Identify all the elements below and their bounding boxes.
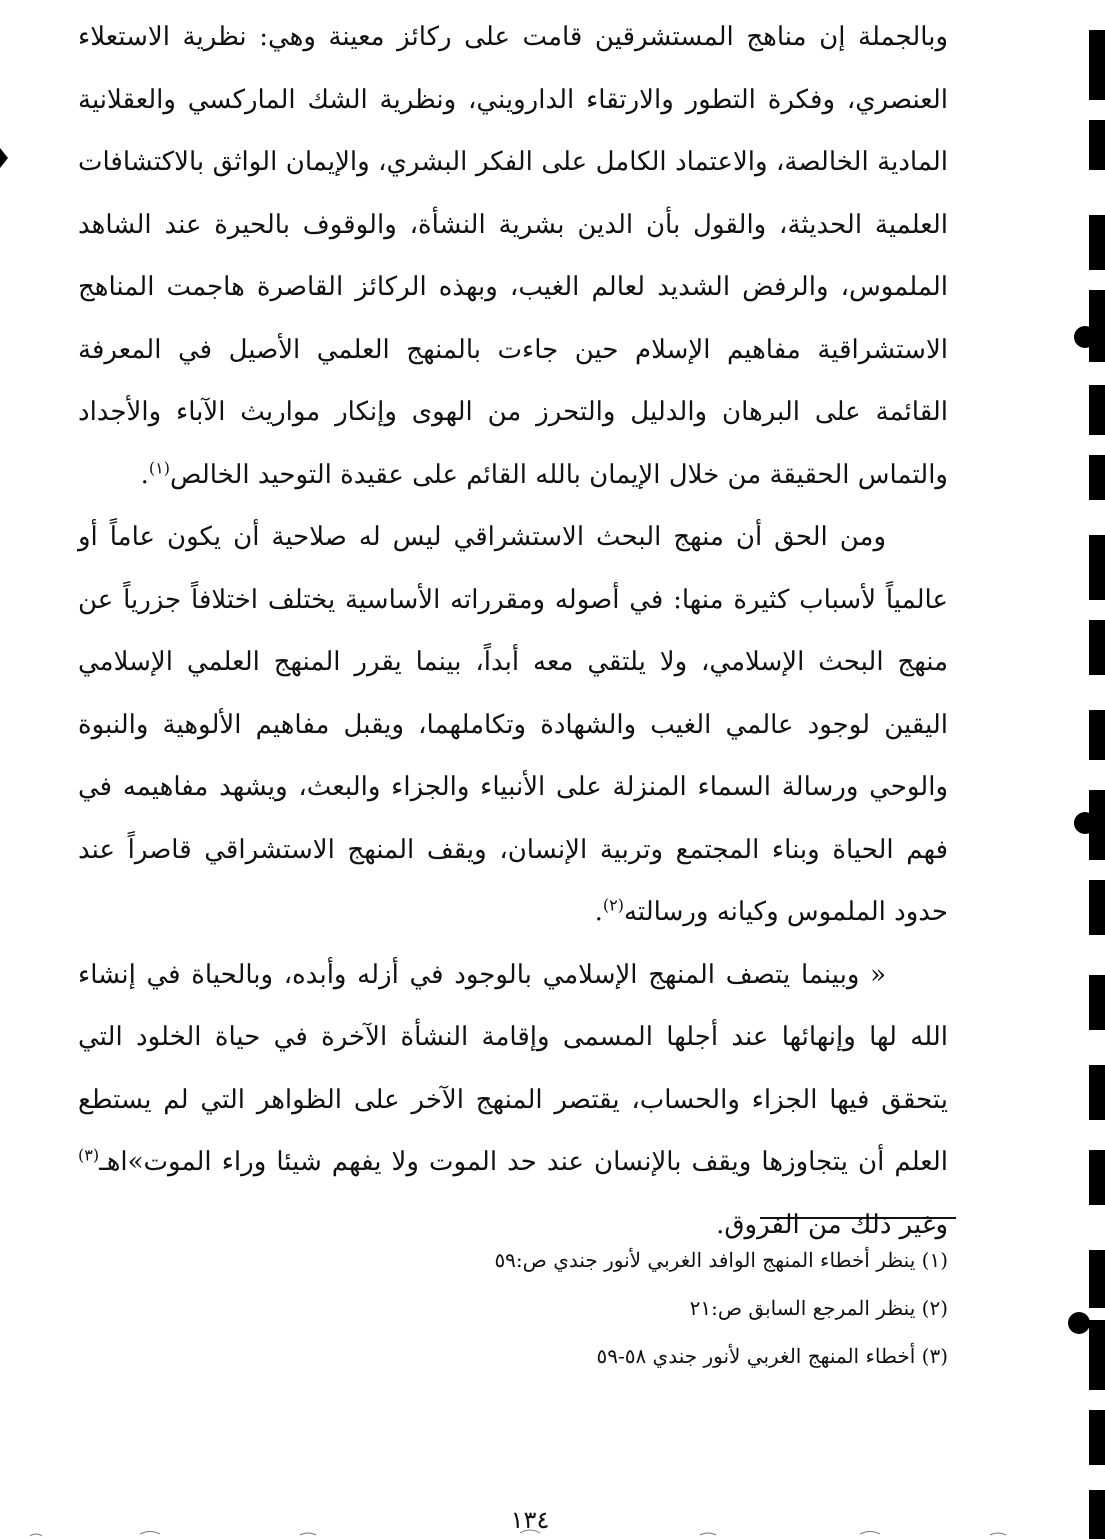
footnotes [300, 1236, 948, 1380]
binding-hole [1068, 1312, 1090, 1334]
footnote-ref-2: (٢) [602, 895, 624, 915]
paragraph-3-text: « وبينما يتصف المنهج الإسلامي بالوجود في أزله وأبده، وبالحياة في إنشاء الله لها وإنهائها عند أجلها المسمى وإقامة النشأة الآخرة في حياة الخلود التي يتحقق فيها الجزاء والحساب، يقتصر المنهج الآخر على الظواهر التي لم يستطع العلم أن يتجاوزها ويقف بالإنسان عند حد الموت ولا يفهم شيئا وراء الموت»اهـ [78, 959, 948, 1177]
footnote-separator [760, 1217, 956, 1219]
binding-mark [1089, 710, 1105, 760]
binding-mark [1089, 1065, 1105, 1120]
binding-mark [1089, 880, 1105, 935]
binding-mark [1089, 455, 1105, 500]
paragraph-3 [78, 944, 948, 1257]
binding-mark [1089, 1150, 1105, 1205]
page-number: ١٣٤ [510, 1506, 550, 1534]
binding-mark [1089, 975, 1105, 1030]
main-text [78, 6, 948, 1256]
paragraph-2-end: . [594, 897, 603, 927]
binding-mark [1089, 215, 1105, 270]
paragraph-1-text: وبالجملة إن مناهج المستشرقين قامت على ركائز معينة وهي: نظرية الاستعلاء العنصري، وفكرة التطور والارتقاء الدارويني، ونظرية الشك الماركسي والعقلانية المادية الخالصة، والاعتماد الكامل على الفكر البشري، والإيمان الواثق بالاكتشافات العلمية الحديثة، والقول بأن الدين بشرية النشأة، والوقوف بالحيرة عند الشاهد الملموس، والرفض الشديد لعالم الغيب، وبهذه الركائز القاصرة هاجمت المناهج الاستشراقية مفاهيم الإسلام حين جاءت بالمنهج العلمي الأصيل في المعرفة القائمة على البرهان والدليل والتحرز من الهوى وإنكار مواريث الآباء والأجداد والتماس الحقيقة من خلال الإيمان بالله القائم على عقيدة التوحيد الخالص [78, 22, 948, 490]
binding-mark [1089, 1410, 1105, 1465]
binding-mark [1089, 120, 1105, 170]
paragraph-1-end: . [140, 459, 149, 490]
footnote-2: (٢) ينظر المرجع السابق ص:٢١ [689, 1296, 948, 1320]
paragraph-3-tail: وغير ذلك من الفروق. [716, 1209, 948, 1240]
footnote-1: (١) ينظر أخطاء المنهج الوافد الغربي لأنور جندي ص:٥٩ [494, 1248, 948, 1272]
binding-hole [1074, 326, 1096, 348]
paragraph-2 [78, 506, 948, 944]
binding-mark [1089, 1250, 1105, 1308]
scan-edge-mark [0, 148, 8, 168]
footnote-ref-1: (١) [148, 457, 170, 477]
footnote-ref-3: (٣) [78, 1145, 100, 1165]
scan-noise [0, 1526, 1105, 1539]
binding-mark [1089, 1320, 1105, 1390]
paragraph-2-text: ومن الحق أن منهج البحث الاستشراقي ليس له صلاحية أن يكون عاماً أو عالمياً لأسباب كثيرة منها: في أصوله ومقرراته الأساسية يختلف اختلافاً جزرياً عن منهج البحث الإسلامي، ولا يلتقي معه أبداً، بينما يقرر المنهج العلمي الإسلامي اليقين لوجود عالمي الغيب والشهادة وتكاملهما، ويقبل مفاهيم الألوهية والنبوة والوحي ورسالة السماء المنزلة على الأنبياء والجزاء والبعث، ويشهد مفاهيمه في فهم الحياة وبناء المجتمع وتربية الإنسان، ويقف المنهج الاستشراقي قاصراً عند حدود الملموس وكيانه ورسالته [78, 522, 949, 927]
paragraph-1 [78, 6, 948, 506]
binding-mark [1089, 30, 1105, 100]
binding-mark [1089, 290, 1105, 362]
binding-mark [1089, 620, 1105, 675]
binding-hole [1074, 812, 1096, 834]
binding-mark [1089, 535, 1105, 600]
binding-mark [1089, 385, 1105, 435]
footnote-3: (٣) أخطاء المنهج الغربي لأنور جندي ٥٨-٥٩ [596, 1344, 948, 1368]
